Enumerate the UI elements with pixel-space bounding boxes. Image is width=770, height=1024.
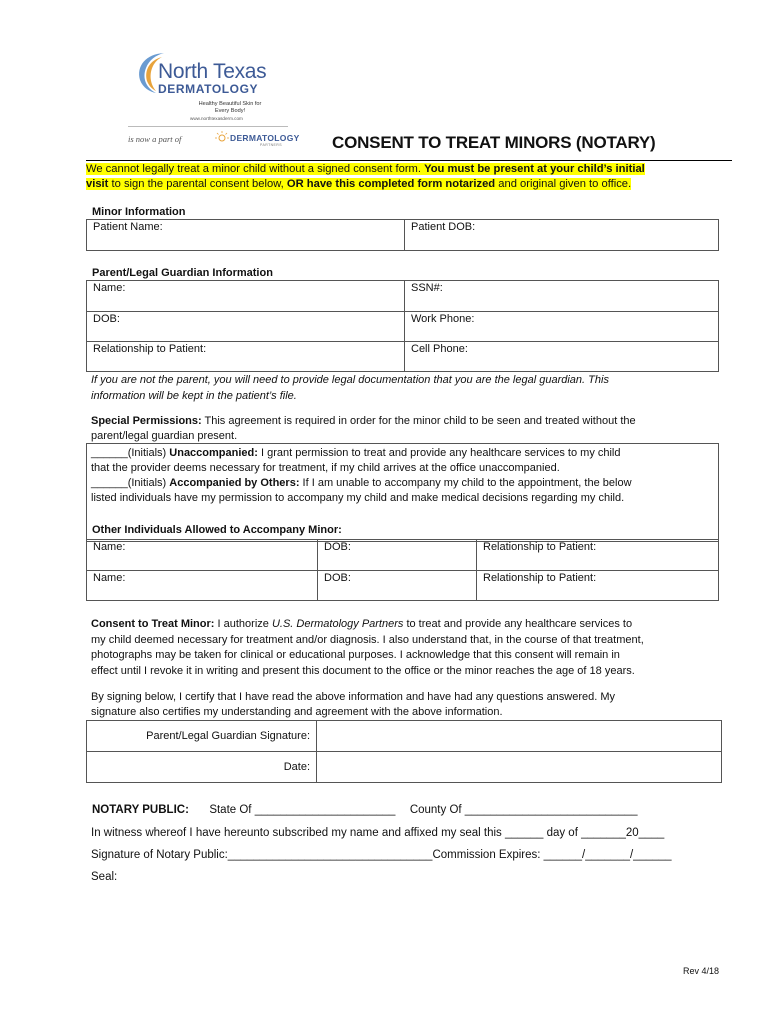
- guardian-note-line-1: If you are not the parent, you will need to provide legal documentation that you are the legal guardian. This: [91, 374, 609, 386]
- patient-dob-field[interactable]: [405, 220, 719, 251]
- consent-text-3: photographs may be taken for clinical or educational purposes. I acknowledge that this consent will remain in: [91, 649, 620, 661]
- other-individual-name-label: Name:: [93, 572, 126, 584]
- notary-seal-label: Seal:: [91, 871, 118, 883]
- notary-witness-line[interactable]: In witness whereof I have hereunto subscribed my name and affixed my seal this ______ day of _______20____: [91, 827, 665, 839]
- intro-text-2: You must be present at your child’s initial: [424, 163, 645, 175]
- date-label-cell: [87, 752, 317, 783]
- other-individuals-heading: Other Individuals Allowed to Accompany Minor:: [92, 524, 342, 536]
- notary-header: [92, 804, 637, 816]
- other-individuals-table: [86, 539, 719, 601]
- intro-text-4: to sign the parental consent below,: [111, 178, 284, 190]
- unaccompanied-initials[interactable]: ______(Initials): [91, 447, 167, 459]
- unaccompanied-text-line-2: that the provider deems necessary for treatment, if my child arrives at the office unaccompanied.: [91, 462, 560, 474]
- guardian-ssn-field[interactable]: [405, 281, 719, 312]
- unaccompanied-option[interactable]: [91, 446, 632, 461]
- accompanied-text: If I am unable to accompany my child to the appointment, the below: [302, 477, 632, 489]
- guardian-info-table: [86, 280, 719, 372]
- notary-state-field[interactable]: State Of ______________________: [209, 804, 396, 816]
- partner-sun-icon: [212, 127, 232, 147]
- guardian-ssn-label: SSN#:: [411, 282, 443, 294]
- certify-paragraph: [91, 690, 731, 720]
- special-permissions-box: [86, 443, 719, 542]
- patient-dob-label: Patient DOB:: [411, 221, 476, 233]
- accompanied-label: Accompanied by Others:: [169, 477, 300, 489]
- other-individual-dob-label: DOB:: [324, 572, 351, 584]
- consent-label: Consent to Treat Minor:: [91, 618, 215, 630]
- special-permissions-intro: [91, 414, 731, 444]
- certify-text-2: signature also certifies my understanding and agreement with the above information.: [91, 706, 503, 718]
- guardian-cell-phone-field[interactable]: [405, 342, 719, 372]
- signature-date-label: Date:: [283, 761, 310, 773]
- logo-partner-name: DERMATOLOGY: [230, 133, 300, 143]
- signature-date-field[interactable]: [317, 752, 722, 783]
- consent-text-4: effect until I revoke it in writing and present this document to the office or the minor reaches the age of 18 years.: [91, 664, 635, 677]
- logo-name: North Texas: [158, 60, 267, 83]
- accompanied-initials[interactable]: ______(Initials): [91, 477, 167, 489]
- other-individual-dob-field[interactable]: [318, 571, 477, 601]
- guardian-cell-phone-label: Cell Phone:: [411, 343, 468, 355]
- guardian-work-phone-field[interactable]: [405, 312, 719, 342]
- guardian-name-field[interactable]: [87, 281, 405, 312]
- unaccompanied-label: Unaccompanied:: [169, 447, 258, 459]
- other-individual-dob-label: DOB:: [324, 541, 351, 553]
- other-individual-name-label: Name:: [93, 541, 126, 553]
- other-individual-relationship-field[interactable]: [477, 540, 719, 571]
- certify-text-1: By signing below, I certify that I have read the above information and have had any questions answered. My: [91, 691, 616, 703]
- intro-text-1: We cannot legally treat a minor child without a signed consent form.: [86, 163, 421, 175]
- intro-text-6: and original given to office.: [498, 178, 632, 190]
- guardian-signature-label-cell: [87, 721, 317, 752]
- logo-divider: [128, 126, 288, 127]
- notary-label: NOTARY PUBLIC:: [92, 804, 189, 816]
- special-permissions-label: Special Permissions:: [91, 415, 202, 427]
- consent-text-2: my child deemed necessary for treatment and/or diagnosis. I also understand that, in the course of that treatment,: [91, 633, 644, 646]
- special-permissions-text: This agreement is required in order for the minor child to be seen and treated without the: [204, 415, 636, 427]
- logo-url: www.northtexasderm.com: [190, 116, 243, 121]
- guardian-work-phone-label: Work Phone:: [411, 313, 475, 325]
- revision-label: Rev 4/18: [683, 966, 720, 976]
- consent-text-1a: I authorize: [217, 618, 269, 630]
- patient-name-label: Patient Name:: [93, 221, 163, 233]
- notary-signature-line[interactable]: Signature of Notary Public:________________________________Commission Expires: ______/_______/______: [91, 849, 672, 861]
- other-individual-dob-field[interactable]: [318, 540, 477, 571]
- other-individual-row: [87, 571, 719, 601]
- guardian-dob-field[interactable]: [87, 312, 405, 342]
- guardian-relationship-field[interactable]: [87, 342, 405, 372]
- other-individual-relationship-label: Relationship to Patient:: [483, 572, 597, 584]
- unaccompanied-text: I grant permission to treat and provide any healthcare services to my child: [260, 447, 621, 459]
- guardian-dob-label: DOB:: [93, 313, 120, 325]
- guardian-name-label: Name:: [93, 282, 126, 294]
- minor-info-heading: Minor Information: [92, 206, 186, 218]
- logo-subname: DERMATOLOGY: [158, 82, 259, 96]
- other-individual-relationship-label: Relationship to Patient:: [483, 541, 597, 553]
- notary-county-field[interactable]: County Of ___________________________: [409, 804, 638, 816]
- other-individual-row: [87, 540, 719, 571]
- other-individual-relationship-field[interactable]: [477, 571, 719, 601]
- document-title: CONSENT TO TREAT MINORS (NOTARY): [332, 133, 656, 152]
- guardian-info-heading: Parent/Legal Guardian Information: [92, 267, 273, 279]
- intro-text-3: visit: [86, 178, 109, 190]
- consent-paragraph: [91, 617, 731, 679]
- logo-partner-sub: PARTNERS: [260, 143, 282, 147]
- signature-table: [86, 720, 722, 783]
- guardian-note: [91, 373, 731, 404]
- other-individual-name-field[interactable]: [87, 571, 318, 601]
- guardian-signature-field[interactable]: [317, 721, 722, 752]
- intro-text-5: OR have this completed form notarized: [286, 178, 496, 190]
- patient-name-field[interactable]: [87, 220, 405, 251]
- company-logo: [128, 44, 300, 154]
- intro-notice: [86, 160, 732, 192]
- consent-text-1b: U.S. Dermatology Partners: [271, 618, 404, 630]
- guardian-relationship-label: Relationship to Patient:: [93, 343, 207, 355]
- consent-text-1c: to treat and provide any healthcare services to: [406, 618, 633, 630]
- accompanied-option[interactable]: [91, 476, 632, 491]
- logo-tagline: Healthy Beautiful Skin for Every Body!: [198, 101, 262, 114]
- logo-now-part-of: is now a part of: [128, 134, 182, 144]
- special-permissions-line-2: parent/legal guardian present.: [91, 430, 238, 442]
- other-individual-name-field[interactable]: [87, 540, 318, 571]
- guardian-note-line-2: information will be kept in the patient’s file.: [91, 389, 297, 402]
- minor-info-table: [86, 219, 719, 251]
- accompanied-text-line-2: listed individuals have my permission to accompany my child and make medical decisions regarding my child.: [91, 492, 625, 504]
- guardian-signature-label: Parent/Legal Guardian Signature:: [146, 730, 310, 742]
